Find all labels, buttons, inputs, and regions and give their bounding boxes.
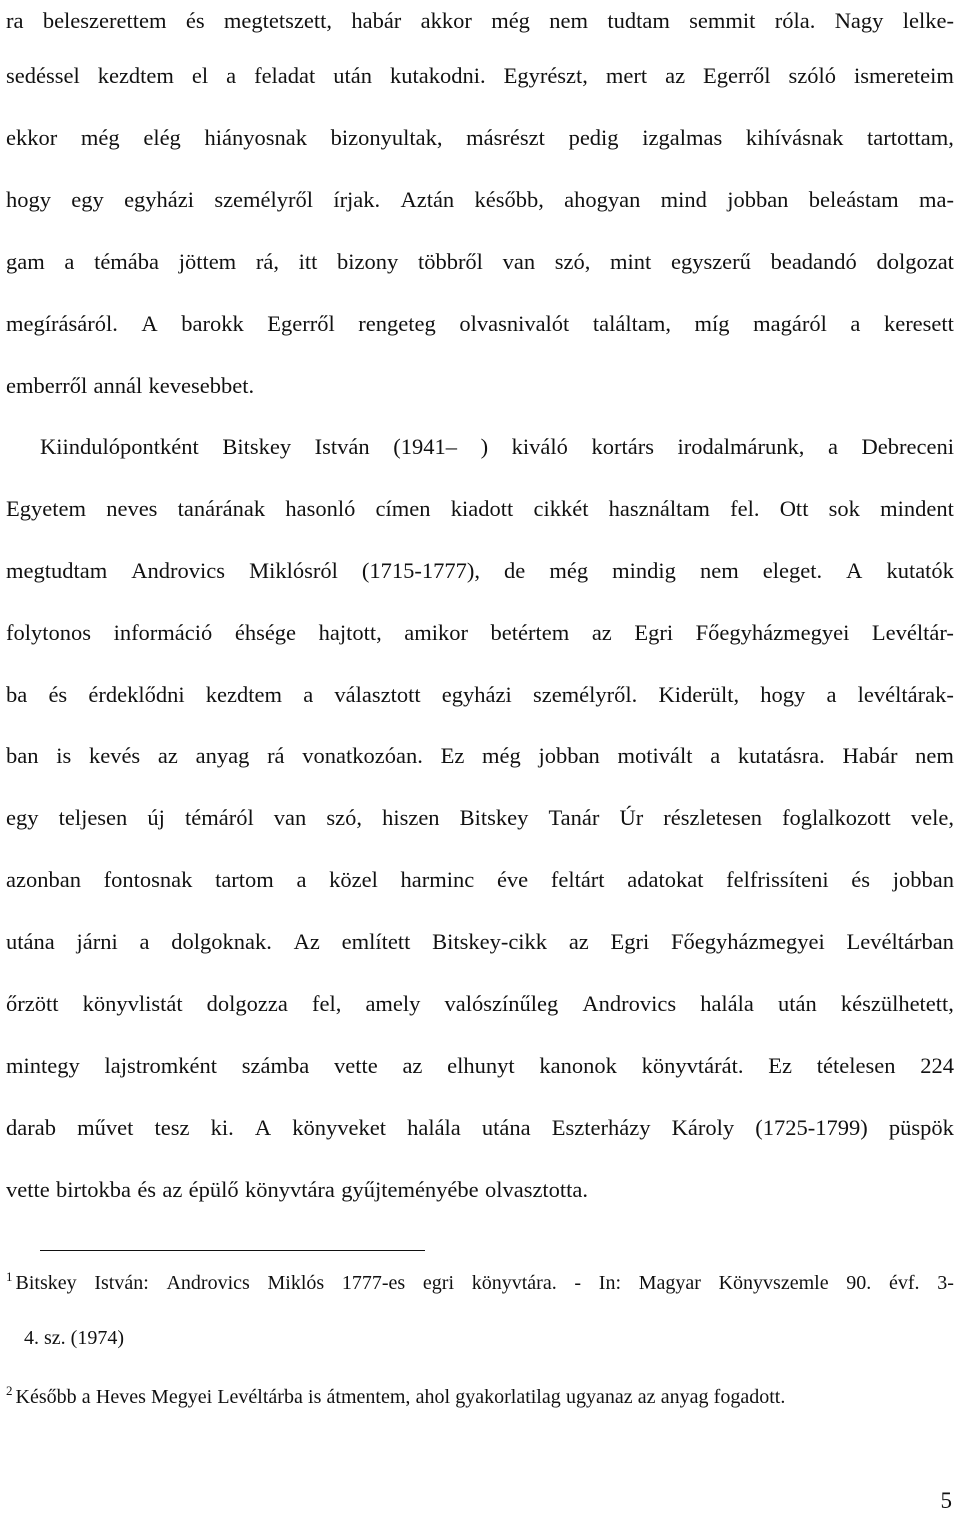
- word: ugyanaz: [565, 1386, 633, 1408]
- body-line: [6, 368, 954, 404]
- word: és: [48, 682, 68, 707]
- word: dolgozza: [206, 991, 288, 1016]
- word: dolgoknak.: [171, 929, 272, 954]
- word: személyről.: [532, 682, 638, 707]
- word: rengeteg: [358, 311, 436, 336]
- word: míg: [694, 311, 730, 336]
- word: is: [56, 743, 72, 768]
- word: részletesen: [663, 805, 762, 830]
- footnote-first-word: [6, 1267, 77, 1301]
- word: az: [568, 929, 589, 954]
- word: még: [491, 8, 530, 33]
- word: könyvtárát.: [641, 1053, 744, 1078]
- body-line: [6, 1048, 954, 1084]
- body-line: [6, 862, 954, 898]
- word: jobban: [538, 743, 600, 768]
- word: valószínűleg: [444, 991, 559, 1016]
- word: ahogyan: [564, 187, 641, 212]
- word: harminc: [400, 867, 475, 892]
- footnote-1-continuation: [24, 1322, 124, 1354]
- word: kiadott: [450, 496, 514, 521]
- word: olvasztotta.: [484, 1177, 589, 1202]
- word: egy: [71, 187, 104, 212]
- word: 3-: [937, 1272, 954, 1294]
- word: Eszterházy: [551, 1115, 651, 1140]
- word: lajstromként: [104, 1053, 217, 1078]
- word: az: [157, 743, 178, 768]
- word: könyvlistát: [82, 991, 183, 1016]
- footnote-separator: [40, 1250, 425, 1251]
- word: még: [549, 558, 589, 583]
- word: évf.: [889, 1272, 920, 1294]
- word: új: [147, 805, 165, 830]
- word: hiszen: [382, 805, 440, 830]
- word: fel,: [311, 991, 342, 1016]
- word: fel.: [730, 496, 760, 521]
- word: A: [846, 558, 863, 583]
- word: művet: [77, 1115, 134, 1140]
- word: ban: [6, 743, 39, 768]
- word: rá,: [255, 249, 279, 274]
- word: mindig: [612, 558, 676, 583]
- body-line: [6, 120, 954, 156]
- word: a: [296, 867, 307, 892]
- word: Bitskey-cikk: [432, 929, 548, 954]
- word: A: [254, 1115, 272, 1140]
- word: halála: [700, 991, 754, 1016]
- word: itt: [298, 249, 318, 274]
- word: átmentem,: [326, 1386, 411, 1408]
- word: és: [185, 8, 205, 33]
- word: Habár: [842, 743, 898, 768]
- word: irodalmárunk,: [677, 434, 805, 459]
- word: könyvtára.: [471, 1272, 557, 1294]
- word: nem: [549, 8, 589, 33]
- word: a: [226, 63, 237, 88]
- word: egy: [6, 805, 39, 830]
- word: István:: [94, 1272, 149, 1294]
- word: kezdtem: [97, 63, 174, 88]
- word: az: [591, 620, 612, 645]
- body-line: [6, 986, 954, 1022]
- word: foglalkozott: [782, 805, 891, 830]
- word: Androvics: [582, 991, 677, 1016]
- word: megírásáról.: [6, 311, 118, 336]
- word: beleszerettem: [42, 8, 167, 33]
- word: ba: [6, 682, 28, 707]
- word: a: [710, 743, 721, 768]
- word: elég: [143, 125, 181, 150]
- word: ma-: [918, 187, 954, 212]
- footnote-marker: 2: [6, 1383, 13, 1398]
- word: még: [482, 743, 521, 768]
- word: azonban: [6, 867, 81, 892]
- word: ahol: [415, 1386, 451, 1408]
- word: hiányosnak: [204, 125, 307, 150]
- word: a: [81, 1386, 91, 1408]
- word: adatokat: [627, 867, 704, 892]
- word: ra: [6, 8, 24, 33]
- word: említett: [341, 929, 411, 954]
- word: gyakorlatilag: [455, 1386, 561, 1408]
- word: Miklósról: [249, 558, 338, 583]
- word: (1725-1799): [755, 1115, 868, 1140]
- word: mintegy: [6, 1053, 80, 1078]
- word: dolgozat: [876, 249, 954, 274]
- word: annál: [93, 373, 143, 398]
- word: rá: [267, 743, 285, 768]
- word: Bitskey: [459, 805, 529, 830]
- word: megtetszett,: [223, 8, 332, 33]
- word: A: [141, 311, 158, 336]
- word: kevesebbet.: [148, 373, 255, 398]
- word: címen: [375, 496, 431, 521]
- word: Nagy: [834, 8, 884, 33]
- word: emberről: [6, 373, 88, 398]
- word: nem: [915, 743, 954, 768]
- body-line: [6, 1172, 954, 1208]
- body-line: [6, 491, 954, 527]
- word: Heves: [95, 1386, 146, 1408]
- word: használtam: [608, 496, 710, 521]
- word: Főegyházmegyei: [671, 929, 825, 954]
- word: semmit: [689, 8, 756, 33]
- body-line: [6, 244, 954, 280]
- word: egri: [422, 1272, 455, 1294]
- word: István: [314, 434, 370, 459]
- word: hogy: [760, 682, 806, 707]
- word: és: [137, 1177, 157, 1202]
- word: püspök: [888, 1115, 954, 1140]
- word: Egri: [634, 620, 674, 645]
- word: ismereteim: [853, 63, 954, 88]
- word: cikkét: [533, 496, 589, 521]
- word: feltárt: [550, 867, 605, 892]
- body-line: [6, 182, 954, 218]
- word: könyvtára: [244, 1177, 335, 1202]
- word: beleástam: [808, 187, 899, 212]
- word: után: [778, 991, 817, 1016]
- word: sok: [828, 496, 860, 521]
- word: Levéltárban: [846, 929, 954, 954]
- word: kutatásra.: [737, 743, 825, 768]
- word: Úr: [619, 805, 644, 830]
- word: nem: [699, 558, 739, 583]
- word: kortárs: [591, 434, 654, 459]
- word: a: [850, 311, 861, 336]
- word: Magyar: [638, 1272, 701, 1294]
- word: az: [665, 63, 686, 88]
- word: akkor: [420, 8, 472, 33]
- word: ): [480, 434, 489, 459]
- body-line: [6, 3, 954, 39]
- word: kutakodni.: [389, 63, 486, 88]
- word: épülő: [188, 1177, 239, 1202]
- body-line: [6, 58, 954, 94]
- word: Kiderült,: [658, 682, 740, 707]
- word: neves: [106, 496, 158, 521]
- word: Könyvszemle: [718, 1272, 829, 1294]
- word: többről: [417, 249, 483, 274]
- word: izgalmas: [642, 125, 723, 150]
- word: 1777-es: [341, 1272, 406, 1294]
- word: kiváló: [511, 434, 568, 459]
- word: kihívásnak: [745, 125, 844, 150]
- word: mindent: [880, 496, 954, 521]
- word: Debreceni: [861, 434, 954, 459]
- word: feladat: [254, 63, 316, 88]
- word: éve: [496, 867, 529, 892]
- word: betértem: [490, 620, 570, 645]
- word: fontosnak: [103, 867, 193, 892]
- word: hogy: [6, 187, 51, 212]
- word: sedéssel: [6, 63, 80, 88]
- word: másrészt: [466, 125, 545, 150]
- footnote-1: [6, 1267, 954, 1299]
- word: egyházi: [124, 187, 195, 212]
- word: információ: [113, 620, 213, 645]
- word: van: [502, 249, 536, 274]
- word: bizonyultak,: [330, 125, 443, 150]
- word: megtudtam: [6, 558, 108, 583]
- word: hasonló: [285, 496, 356, 521]
- word: Miklós: [267, 1272, 325, 1294]
- word: Károly: [671, 1115, 735, 1140]
- footnote-2: [6, 1381, 954, 1413]
- word: Levéltár-: [871, 620, 954, 645]
- word: bizony: [337, 249, 399, 274]
- word: után: [333, 63, 373, 88]
- word: beadandó: [770, 249, 857, 274]
- word: levéltárak-: [857, 682, 954, 707]
- word: lelke-: [902, 8, 954, 33]
- word: Egerről: [703, 63, 771, 88]
- word: Aztán: [400, 187, 455, 212]
- word: pedig: [568, 125, 619, 150]
- word: a: [826, 682, 837, 707]
- word: témába: [94, 249, 160, 274]
- word: In:: [598, 1272, 621, 1294]
- word: olvasnivalót: [459, 311, 570, 336]
- word: kezdtem: [205, 682, 282, 707]
- word: 90.: [846, 1272, 872, 1294]
- word: gyűjteményébe: [341, 1177, 479, 1202]
- word: könyveket: [292, 1115, 386, 1140]
- word: Androvics: [131, 558, 226, 583]
- word: is: [308, 1386, 322, 1408]
- word: Ez: [768, 1053, 792, 1078]
- word: tartottam,: [867, 125, 954, 150]
- word: de: [504, 558, 526, 583]
- word: választott: [334, 682, 421, 707]
- word: jöttem: [178, 249, 237, 274]
- body-line: [6, 615, 954, 651]
- footnote-first-word: [6, 1381, 77, 1415]
- word: ekkor: [6, 125, 58, 150]
- word: Az: [293, 929, 320, 954]
- word: mert: [605, 63, 648, 88]
- word: Ott: [779, 496, 809, 521]
- word: Kiindulópontként: [40, 434, 199, 459]
- word: tételesen: [816, 1053, 896, 1078]
- word: járni: [76, 929, 118, 954]
- word: készülhetett,: [840, 991, 954, 1016]
- word: barokk: [181, 311, 244, 336]
- word: kevés: [88, 743, 141, 768]
- word: írjak.: [333, 187, 381, 212]
- word: Bitskey: [222, 434, 292, 459]
- body-line: [6, 800, 954, 836]
- word: még: [80, 125, 120, 150]
- word: utána: [6, 929, 55, 954]
- word: az: [162, 1177, 183, 1202]
- word: -: [574, 1272, 582, 1294]
- word: később,: [474, 187, 544, 212]
- word: őrzött: [6, 991, 59, 1016]
- word: 224: [920, 1053, 954, 1078]
- word: egyházi: [441, 682, 512, 707]
- word: a: [303, 682, 314, 707]
- footnote-1-line2: 4. sz. (1974): [24, 1327, 124, 1349]
- body-line: [40, 429, 954, 465]
- word: folytonos: [6, 620, 92, 645]
- word: vette: [6, 1177, 50, 1202]
- body-line: [6, 677, 954, 713]
- word: Később: [15, 1386, 77, 1408]
- word: (1715-1777),: [361, 558, 480, 583]
- body-line: [6, 738, 954, 774]
- word: halála: [407, 1115, 461, 1140]
- word: tesz: [154, 1115, 190, 1140]
- word: tanárának: [177, 496, 266, 521]
- body-line: [6, 1110, 954, 1146]
- word: birtokba: [56, 1177, 132, 1202]
- word: Egyetem: [6, 496, 86, 521]
- word: éhsége: [234, 620, 297, 645]
- word: témáról: [184, 805, 254, 830]
- word: szó,: [554, 249, 591, 274]
- word: keresett: [883, 311, 954, 336]
- word: Ez: [440, 743, 465, 768]
- word: darab: [6, 1115, 56, 1140]
- word: érdeklődni: [88, 682, 185, 707]
- word: Egyrészt,: [503, 63, 588, 88]
- word: szóló: [788, 63, 836, 88]
- word: el: [191, 63, 209, 88]
- word: Megyei: [151, 1386, 213, 1408]
- word: eleget.: [762, 558, 823, 583]
- word: a: [64, 249, 75, 274]
- word: számba: [241, 1053, 310, 1078]
- word: vele,: [910, 805, 954, 830]
- word: Egerről: [267, 311, 335, 336]
- word: személyről: [214, 187, 314, 212]
- word: róla.: [774, 8, 816, 33]
- word: vette: [333, 1053, 378, 1078]
- body-line: [6, 306, 954, 342]
- word: motivált: [617, 743, 693, 768]
- word: találtam,: [592, 311, 671, 336]
- word: egyszerű: [670, 249, 751, 274]
- word: hajtott,: [318, 620, 382, 645]
- body-line: [6, 553, 954, 589]
- word: kutatók: [886, 558, 954, 583]
- word: az: [637, 1386, 656, 1408]
- word: az: [402, 1053, 423, 1078]
- body-line: [6, 924, 954, 960]
- word: mind: [660, 187, 707, 212]
- page-number: 5: [940, 1488, 952, 1513]
- word: kanonok: [539, 1053, 617, 1078]
- word: és: [851, 867, 871, 892]
- word: Bitskey: [15, 1272, 77, 1294]
- word: Tanár: [548, 805, 600, 830]
- word: ki.: [210, 1115, 234, 1140]
- word: mint: [610, 249, 652, 274]
- word: Levéltárba: [217, 1386, 303, 1408]
- word: jobban: [727, 187, 789, 212]
- word: amikor: [404, 620, 468, 645]
- word: van: [273, 805, 307, 830]
- word: Egri: [610, 929, 650, 954]
- word: Androvics: [166, 1272, 250, 1294]
- word: (1941–: [393, 434, 457, 459]
- word: anyag: [660, 1386, 709, 1408]
- word: szó,: [326, 805, 362, 830]
- word: a: [827, 434, 838, 459]
- word: elhunyt: [447, 1053, 515, 1078]
- word: magáról: [753, 311, 827, 336]
- word: amely: [365, 991, 421, 1016]
- word: utána: [481, 1115, 531, 1140]
- word: teljesen: [58, 805, 128, 830]
- word: habár: [351, 8, 402, 33]
- word: tartom: [215, 867, 274, 892]
- footnote-marker: 1: [6, 1269, 13, 1284]
- word: anyag: [195, 743, 250, 768]
- word: jobban: [892, 867, 954, 892]
- word: fogadott.: [713, 1386, 786, 1408]
- word: a: [139, 929, 150, 954]
- word: Főegyházmegyei: [695, 620, 850, 645]
- word: vonatkozóan.: [302, 743, 423, 768]
- word: közel: [329, 867, 378, 892]
- word: tudtam: [607, 8, 670, 33]
- word: gam: [6, 249, 45, 274]
- word: felfrissíteni: [726, 867, 829, 892]
